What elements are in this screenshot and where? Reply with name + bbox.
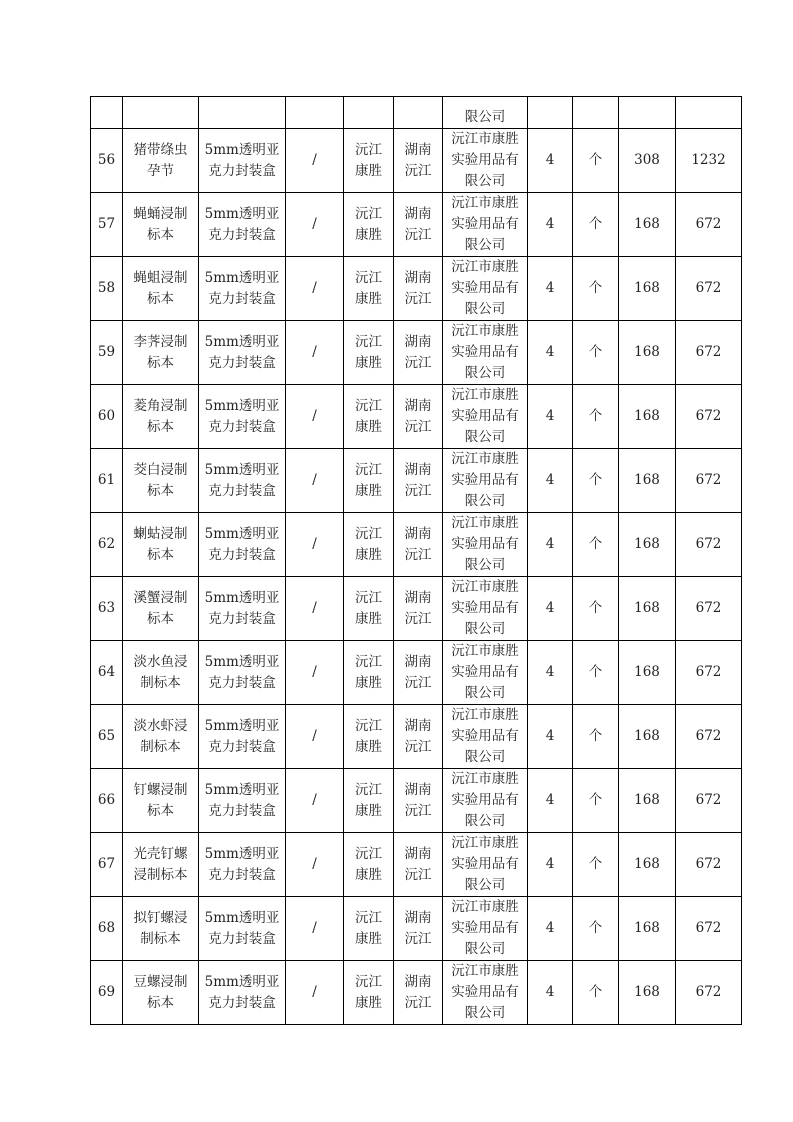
cell-qty: 4	[528, 129, 573, 193]
cell-spec: 5mm透明亚 克力封装盒	[199, 257, 286, 321]
cell-spec: 5mm透明亚 克力封装盒	[199, 641, 286, 705]
cell-qty: 4	[528, 641, 573, 705]
cell-total: 672	[676, 193, 742, 257]
cell-spec: 5mm透明亚 克力封装盒	[199, 705, 286, 769]
cell-brand: 沅江 康胜	[344, 513, 394, 577]
cell-brand: 沅江 康胜	[344, 641, 394, 705]
cell-name: 蝇蛆浸制 标本	[123, 257, 199, 321]
cell-spec: 5mm透明亚 克力封装盒	[199, 961, 286, 1025]
cell-spec: 5mm透明亚 克力封装盒	[199, 449, 286, 513]
table-row	[91, 705, 742, 769]
cell-total	[676, 97, 742, 129]
cell-manufacturer: 限公司	[443, 97, 528, 129]
table-row	[91, 769, 742, 833]
cell-manufacturer: 沅江市康胜 实验用品有 限公司	[443, 449, 528, 513]
cell-unit: 个	[573, 129, 619, 193]
cell-no	[91, 97, 123, 129]
cell-manufacturer: 沅江市康胜 实验用品有 限公司	[443, 385, 528, 449]
table-row	[91, 257, 742, 321]
cell-origin: 湖南 沅江	[394, 129, 443, 193]
cell-origin: 湖南 沅江	[394, 769, 443, 833]
cell-manufacturer: 沅江市康胜 实验用品有 限公司	[443, 961, 528, 1025]
cell-no: 58	[91, 257, 123, 321]
cell-model: /	[286, 321, 344, 385]
cell-unit: 个	[573, 961, 619, 1025]
cell-total: 672	[676, 577, 742, 641]
table-row	[91, 897, 742, 961]
cell-manufacturer: 沅江市康胜 实验用品有 限公司	[443, 897, 528, 961]
cell-price: 168	[619, 321, 676, 385]
cell-no: 66	[91, 769, 123, 833]
cell-manufacturer: 沅江市康胜 实验用品有 限公司	[443, 193, 528, 257]
cell-brand: 沅江 康胜	[344, 897, 394, 961]
cell-qty: 4	[528, 513, 573, 577]
cell-no: 62	[91, 513, 123, 577]
cell-manufacturer: 沅江市康胜 实验用品有 限公司	[443, 129, 528, 193]
cell-name: 淡水虾浸 制标本	[123, 705, 199, 769]
cell-model: /	[286, 577, 344, 641]
cell-brand: 沅江 康胜	[344, 577, 394, 641]
cell-no: 61	[91, 449, 123, 513]
cell-model: /	[286, 385, 344, 449]
cell-origin: 湖南 沅江	[394, 385, 443, 449]
cell-origin: 湖南 沅江	[394, 257, 443, 321]
cell-qty: 4	[528, 385, 573, 449]
cell-price: 168	[619, 769, 676, 833]
cell-no: 64	[91, 641, 123, 705]
cell-model	[286, 97, 344, 129]
cell-origin: 湖南 沅江	[394, 321, 443, 385]
cell-spec: 5mm透明亚 克力封装盒	[199, 897, 286, 961]
cell-origin: 湖南 沅江	[394, 449, 443, 513]
cell-model: /	[286, 833, 344, 897]
cell-model: /	[286, 641, 344, 705]
cell-price: 168	[619, 897, 676, 961]
cell-origin: 湖南 沅江	[394, 833, 443, 897]
cell-name: 猪带绦虫 孕节	[123, 129, 199, 193]
cell-price: 168	[619, 705, 676, 769]
cell-spec: 5mm透明亚 克力封装盒	[199, 833, 286, 897]
cell-qty: 4	[528, 705, 573, 769]
cell-manufacturer: 沅江市康胜 实验用品有 限公司	[443, 705, 528, 769]
cell-manufacturer: 沅江市康胜 实验用品有 限公司	[443, 769, 528, 833]
cell-unit: 个	[573, 769, 619, 833]
cell-spec: 5mm透明亚 克力封装盒	[199, 193, 286, 257]
cell-name: 李荠浸制 标本	[123, 321, 199, 385]
cell-unit: 个	[573, 513, 619, 577]
cell-total: 672	[676, 897, 742, 961]
cell-model: /	[286, 449, 344, 513]
cell-no: 59	[91, 321, 123, 385]
cell-no: 67	[91, 833, 123, 897]
cell-origin: 湖南 沅江	[394, 897, 443, 961]
cell-price: 168	[619, 833, 676, 897]
cell-unit: 个	[573, 449, 619, 513]
cell-unit: 个	[573, 641, 619, 705]
cell-unit: 个	[573, 577, 619, 641]
cell-spec	[199, 97, 286, 129]
cell-manufacturer: 沅江市康胜 实验用品有 限公司	[443, 577, 528, 641]
product-table	[90, 96, 742, 1025]
cell-origin	[394, 97, 443, 129]
cell-total: 672	[676, 385, 742, 449]
continuation-row	[91, 97, 742, 129]
cell-origin: 湖南 沅江	[394, 577, 443, 641]
cell-no: 57	[91, 193, 123, 257]
cell-name	[123, 97, 199, 129]
cell-price: 168	[619, 641, 676, 705]
cell-name: 光壳钉螺 浸制标本	[123, 833, 199, 897]
cell-qty: 4	[528, 321, 573, 385]
cell-unit: 个	[573, 321, 619, 385]
table-row	[91, 961, 742, 1025]
cell-total: 1232	[676, 129, 742, 193]
cell-unit: 个	[573, 257, 619, 321]
table-row	[91, 449, 742, 513]
cell-origin: 湖南 沅江	[394, 193, 443, 257]
cell-total: 672	[676, 449, 742, 513]
cell-qty	[528, 97, 573, 129]
cell-origin: 湖南 沅江	[394, 513, 443, 577]
table-row	[91, 833, 742, 897]
cell-model: /	[286, 257, 344, 321]
cell-name: 钉螺浸制 标本	[123, 769, 199, 833]
cell-price	[619, 97, 676, 129]
cell-total: 672	[676, 961, 742, 1025]
cell-brand: 沅江 康胜	[344, 833, 394, 897]
cell-spec: 5mm透明亚 克力封装盒	[199, 385, 286, 449]
cell-price: 168	[619, 449, 676, 513]
cell-price: 168	[619, 577, 676, 641]
cell-brand: 沅江 康胜	[344, 705, 394, 769]
cell-brand: 沅江 康胜	[344, 961, 394, 1025]
cell-qty: 4	[528, 449, 573, 513]
cell-brand: 沅江 康胜	[344, 257, 394, 321]
cell-spec: 5mm透明亚 克力封装盒	[199, 129, 286, 193]
cell-total: 672	[676, 513, 742, 577]
cell-no: 63	[91, 577, 123, 641]
cell-model: /	[286, 193, 344, 257]
cell-manufacturer: 沅江市康胜 实验用品有 限公司	[443, 257, 528, 321]
cell-name: 豆螺浸制 标本	[123, 961, 199, 1025]
cell-brand: 沅江 康胜	[344, 193, 394, 257]
cell-name: 拟钉螺浸 制标本	[123, 897, 199, 961]
cell-price: 308	[619, 129, 676, 193]
cell-unit: 个	[573, 193, 619, 257]
table-row	[91, 641, 742, 705]
table-row	[91, 513, 742, 577]
cell-unit	[573, 97, 619, 129]
cell-brand: 沅江 康胜	[344, 321, 394, 385]
cell-manufacturer: 沅江市康胜 实验用品有 限公司	[443, 513, 528, 577]
cell-qty: 4	[528, 769, 573, 833]
cell-price: 168	[619, 961, 676, 1025]
cell-no: 56	[91, 129, 123, 193]
cell-model: /	[286, 513, 344, 577]
cell-manufacturer: 沅江市康胜 实验用品有 限公司	[443, 641, 528, 705]
cell-brand: 沅江 康胜	[344, 769, 394, 833]
cell-total: 672	[676, 833, 742, 897]
cell-qty: 4	[528, 193, 573, 257]
cell-price: 168	[619, 193, 676, 257]
cell-model: /	[286, 897, 344, 961]
cell-name: 蝇蛹浸制 标本	[123, 193, 199, 257]
cell-spec: 5mm透明亚 克力封装盒	[199, 321, 286, 385]
cell-brand: 沅江 康胜	[344, 385, 394, 449]
table-row	[91, 129, 742, 193]
table-row	[91, 385, 742, 449]
table-row	[91, 193, 742, 257]
cell-name: 茭白浸制 标本	[123, 449, 199, 513]
cell-brand: 沅江 康胜	[344, 449, 394, 513]
cell-spec: 5mm透明亚 克力封装盒	[199, 769, 286, 833]
cell-total: 672	[676, 641, 742, 705]
cell-no: 68	[91, 897, 123, 961]
cell-model: /	[286, 705, 344, 769]
cell-origin: 湖南 沅江	[394, 705, 443, 769]
cell-model: /	[286, 769, 344, 833]
cell-qty: 4	[528, 897, 573, 961]
cell-unit: 个	[573, 897, 619, 961]
cell-qty: 4	[528, 961, 573, 1025]
cell-qty: 4	[528, 257, 573, 321]
cell-qty: 4	[528, 577, 573, 641]
cell-origin: 湖南 沅江	[394, 641, 443, 705]
cell-no: 60	[91, 385, 123, 449]
cell-model: /	[286, 129, 344, 193]
cell-manufacturer: 沅江市康胜 实验用品有 限公司	[443, 321, 528, 385]
cell-no: 69	[91, 961, 123, 1025]
cell-total: 672	[676, 257, 742, 321]
cell-qty: 4	[528, 833, 573, 897]
cell-total: 672	[676, 705, 742, 769]
cell-spec: 5mm透明亚 克力封装盒	[199, 577, 286, 641]
cell-total: 672	[676, 321, 742, 385]
cell-spec: 5mm透明亚 克力封装盒	[199, 513, 286, 577]
cell-brand	[344, 97, 394, 129]
cell-model: /	[286, 961, 344, 1025]
table-row	[91, 321, 742, 385]
cell-total: 672	[676, 769, 742, 833]
cell-name: 淡水鱼浸 制标本	[123, 641, 199, 705]
cell-price: 168	[619, 385, 676, 449]
cell-name: 蝲蛄浸制 标本	[123, 513, 199, 577]
cell-origin: 湖南 沅江	[394, 961, 443, 1025]
cell-price: 168	[619, 257, 676, 321]
cell-no: 65	[91, 705, 123, 769]
cell-unit: 个	[573, 385, 619, 449]
cell-unit: 个	[573, 833, 619, 897]
cell-unit: 个	[573, 705, 619, 769]
cell-manufacturer: 沅江市康胜 实验用品有 限公司	[443, 833, 528, 897]
cell-name: 菱角浸制 标本	[123, 385, 199, 449]
cell-name: 溪蟹浸制 标本	[123, 577, 199, 641]
table-row	[91, 577, 742, 641]
cell-price: 168	[619, 513, 676, 577]
cell-brand: 沅江 康胜	[344, 129, 394, 193]
